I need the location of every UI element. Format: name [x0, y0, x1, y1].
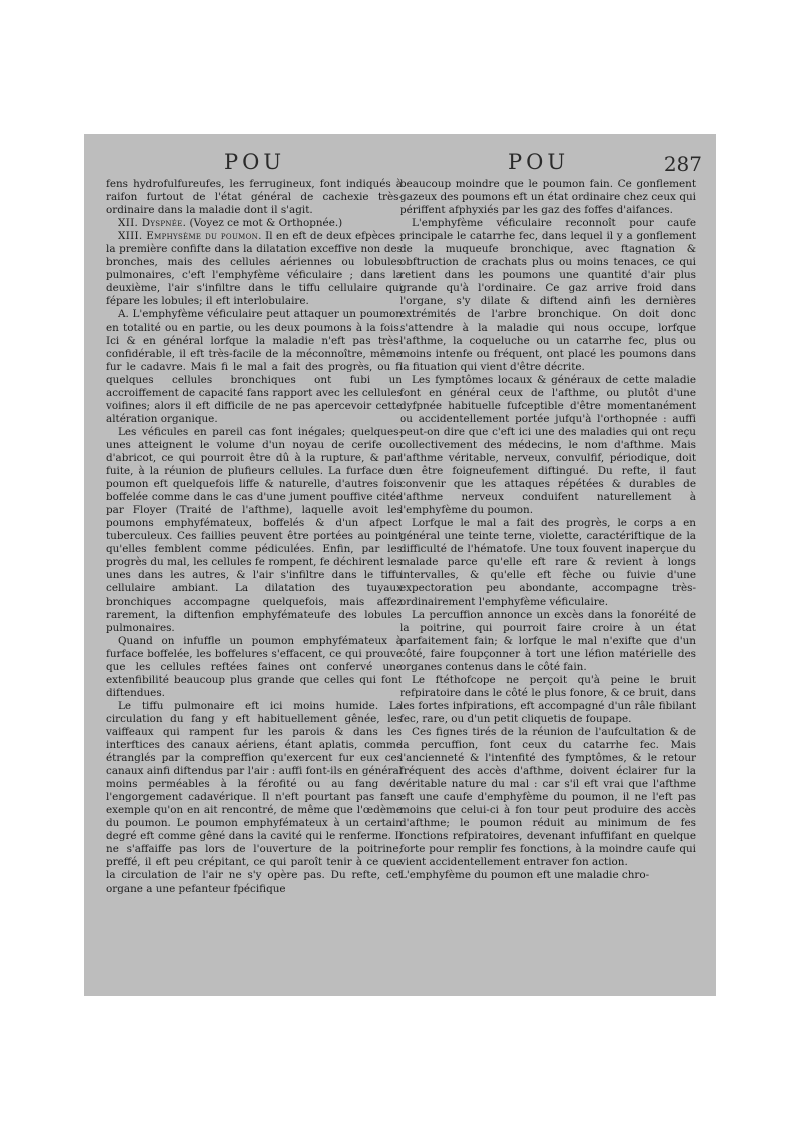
paragraph-text: Les fymptômes locaux & généraux de cette maladie font en général ceux de l'afthme, ou plutôt d'une dyfpnée habituelle fufceptible d'être momentanément ou accidentellement portée jufqu'à l'orthopnée : auffi peut-on dire que c'eft ici une des maladies qui ont reçu collectivement des médecins, le nom d'afthme. Mais l'afthme véritable, nerveux, convulfif, périodique, doit en être foigneufement diftingué. Du refte, il faut convenir que les attaques répétées & durables de l'afthme nerveux conduifent naturellement à l'emphyfème du poumon.	[400, 373, 696, 517]
section-heading: XII. Dyspnée.	[118, 217, 187, 230]
paragraph	[400, 869, 696, 882]
paragraph-text: A. L'emphyfème véficulaire peut attaquer un poumon en totalité ou en partie, ou les deux poumons à la fois. Ici & en général lorfque la maladie n'eft pas très-confidérable, il eft très-facile de la méconnoître, même fur le cadavre. Mais fi le mal a fait des progrès, ou fi quelques cellules bronchiques ont fubi un accroiffement de capacité fans rapport avec les cellules voifines; alors il eft difficile de ne pas apercevoir cette altération organique.	[106, 308, 402, 425]
paragraph	[400, 609, 696, 674]
paragraph	[400, 217, 696, 374]
paragraph-text: Ces fignes tirés de la réunion de l'aufcultation & de la percuffion, font ceux du catarrhe fec. Mais l'ancienneté & l'intenfité des fymptômes, & le retour fréquent des accès d'afthme, doivent éclairer fur la véritable nature du mal : car s'il eft vrai que l'afthme eft une caufe d'emphyfème du poumon, il ne l'eft pas moins que celui-ci à fon tour peut produire des accès d'afthme; le poumon réduit au minimum de fes fonctions refpiratoires, devenant infuffifant en quelque forte pour remplir fes fonctions, à la moindre caufe qui vient accidentellement entraver fon action.	[400, 725, 696, 869]
paragraph-text: beaucoup moindre que le poumon fain. Ce gonflement gazeux des poumons eft un état ordinaire chez ceux qui périffent afphyxiés par les gaz des foffes d'aifances.	[400, 178, 696, 217]
paragraph	[106, 635, 402, 700]
paragraph	[106, 178, 402, 217]
scanned-page	[84, 134, 716, 996]
paragraph-text: Quand on infuffle un poumon emphyfémateux à furface boffelée, les boffelures s'effacent, ce qui prouve que les cellules reftées faines ont confervé une extenfibilité beaucoup plus grande que celles qui font diftendues.	[106, 634, 402, 699]
paragraph	[400, 374, 696, 518]
section-heading: XIII. Emphysème du poumon.	[118, 230, 262, 243]
paragraph	[400, 726, 696, 870]
paragraph-text: Le tiffu pulmonaire eft ici moins humide. La circulation du fang y eft habituellement gênée, les vaiffeaux qui rampent fur les parois & dans les interftices des canaux aériens, étant aplatis, comme étranglés par la compreffion qu'exercent fur eux ces canaux ainfi diftendus par l'air : auffi font-ils en général moins perméables à la férofité ou au fang de l'engorgement cadavérique. Il n'eft pourtant pas fans exemple qu'on en ait rencontré, de même que l'œdème du poumon. Le poumon emphyfémateux à un certain degré eft comme gêné dans la cavité qui le renferme. Il ne s'affaiffe pas lors de l'ouverture de la poitrine; preffé, il eft peu crépitant, ce qui paroît tenir à ce que la circulation de l'air ne s'y opère pas. Du refte, cet organe a une pefanteur fpécifique	[106, 699, 402, 895]
paragraph	[106, 217, 402, 230]
paragraph-text: Les véficules en pareil cas font inégales; quelques-unes atteignent le volume d'un noyau de cerife ou d'abricot, ce qui pourroit être dû à la rupture, & par fuite, à la réunion de plufieurs cellules. La furface du poumon eft quelquefois liffe & naturelle, d'autres fois boffelée comme dans le cas d'une jument pouffive citée par Floyer (Traité de l'afthme), laquelle avoit les poumons emphyfémateux, boffelés & d'un afpect tuberculeux. Ces faillies peuvent être portées au point qu'elles femblent comme pédiculées. Enfin, par les progrès du mal, les cellules fe rompent, fe déchirent les unes dans les autres, & l'air s'infiltre dans le tiffu cellulaire ambiant. La dilatation des tuyaux bronchiques accompagne quelquefois, mais affez rarement, la diftenfion emphyfémateufe des lobules pulmonaires.	[106, 425, 402, 634]
paragraph	[106, 230, 402, 308]
paragraph-text: L'emphyfème véficulaire reconnoît pour caufe principale le catarrhe fec, dans lequel il y a gonflement de la muqueufe bronchique, avec ftagnation & obftruction de crachats plus ou moins tenaces, ce qui retient dans les poumons une quantité d'air plus grande qu'à l'ordinaire. Ce gaz arrive froid dans l'organe, s'y dilate & diftend ainfi les dernières extrémités de l'arbre bronchique. On doit donc s'attendre à la maladie qui nous occupe, lorfque l'afthme, la coqueluche ou un catarrhe fec, plus ou moins intenfe ou fréquent, ont placé les poumons dans la fituation qui vient d'être décrite.	[400, 217, 696, 373]
paragraph-text: fens hydrofulfureufes, les ferrugineux, font indiqués à raifon furtout de l'état général de cachexie très-ordinaire dans la maladie dont il s'agit.	[106, 178, 402, 217]
left-column	[106, 178, 402, 896]
right-column	[400, 178, 696, 883]
page-number: 287	[663, 152, 702, 176]
paragraph-text: Il en eft de deux efpèces : la première confifte dans la dilatation exceffive non des bronches, mais des cellules aériennes ou lobules pulmonaires, c'eft l'emphyfème véficulaire ; dans la deuxième, l'air s'infiltre dans le tiffu cellulaire qui fépare les lobules; il eft interlobulaire.	[106, 230, 403, 308]
paragraph	[106, 426, 402, 635]
paragraph	[106, 308, 402, 425]
paragraph	[106, 700, 402, 896]
paragraph-text: Lorfque le mal a fait des progrès, le corps a en général une teinte terne, violette, caractériftique de la difficulté de l'hématofe. Une toux fouvent inaperçue du malade parce qu'elle eft rare & revient à longs intervalles, & qu'elle eft fèche ou fuivie d'une expectoration peu abondante, accompagne très-ordinairement l'emphyfème véficulaire.	[400, 517, 696, 608]
left-running-head: POU	[224, 150, 286, 174]
right-running-head: POU	[508, 150, 570, 174]
paragraph	[400, 674, 696, 726]
paragraph	[400, 517, 696, 608]
paragraph-text: La percuffion annonce un excès dans la fonoréité de la poitrine, qui pourroit faire croire à un état parfaitement fain; & lorfque le mal n'exifte que d'un côté, faire foupçonner à tort une léfion matérielle des organes contenus dans le côté fain.	[400, 608, 696, 673]
paragraph-text: L'emphyfème du poumon eft une maladie chro-	[400, 869, 650, 882]
paragraph-text: (Voyez ce mot & Orthopnée.)	[186, 217, 343, 230]
paragraph-text: Le ftéthofcope ne perçoit qu'à peine le bruit refpiratoire dans le côté le plus fonore, & ce bruit, dans les fortes infpirations, eft accompagné d'un râle fibilant fec, rare, ou d'un petit cliquetis de foupape.	[400, 673, 696, 725]
paragraph	[400, 178, 696, 217]
running-header	[84, 148, 716, 178]
